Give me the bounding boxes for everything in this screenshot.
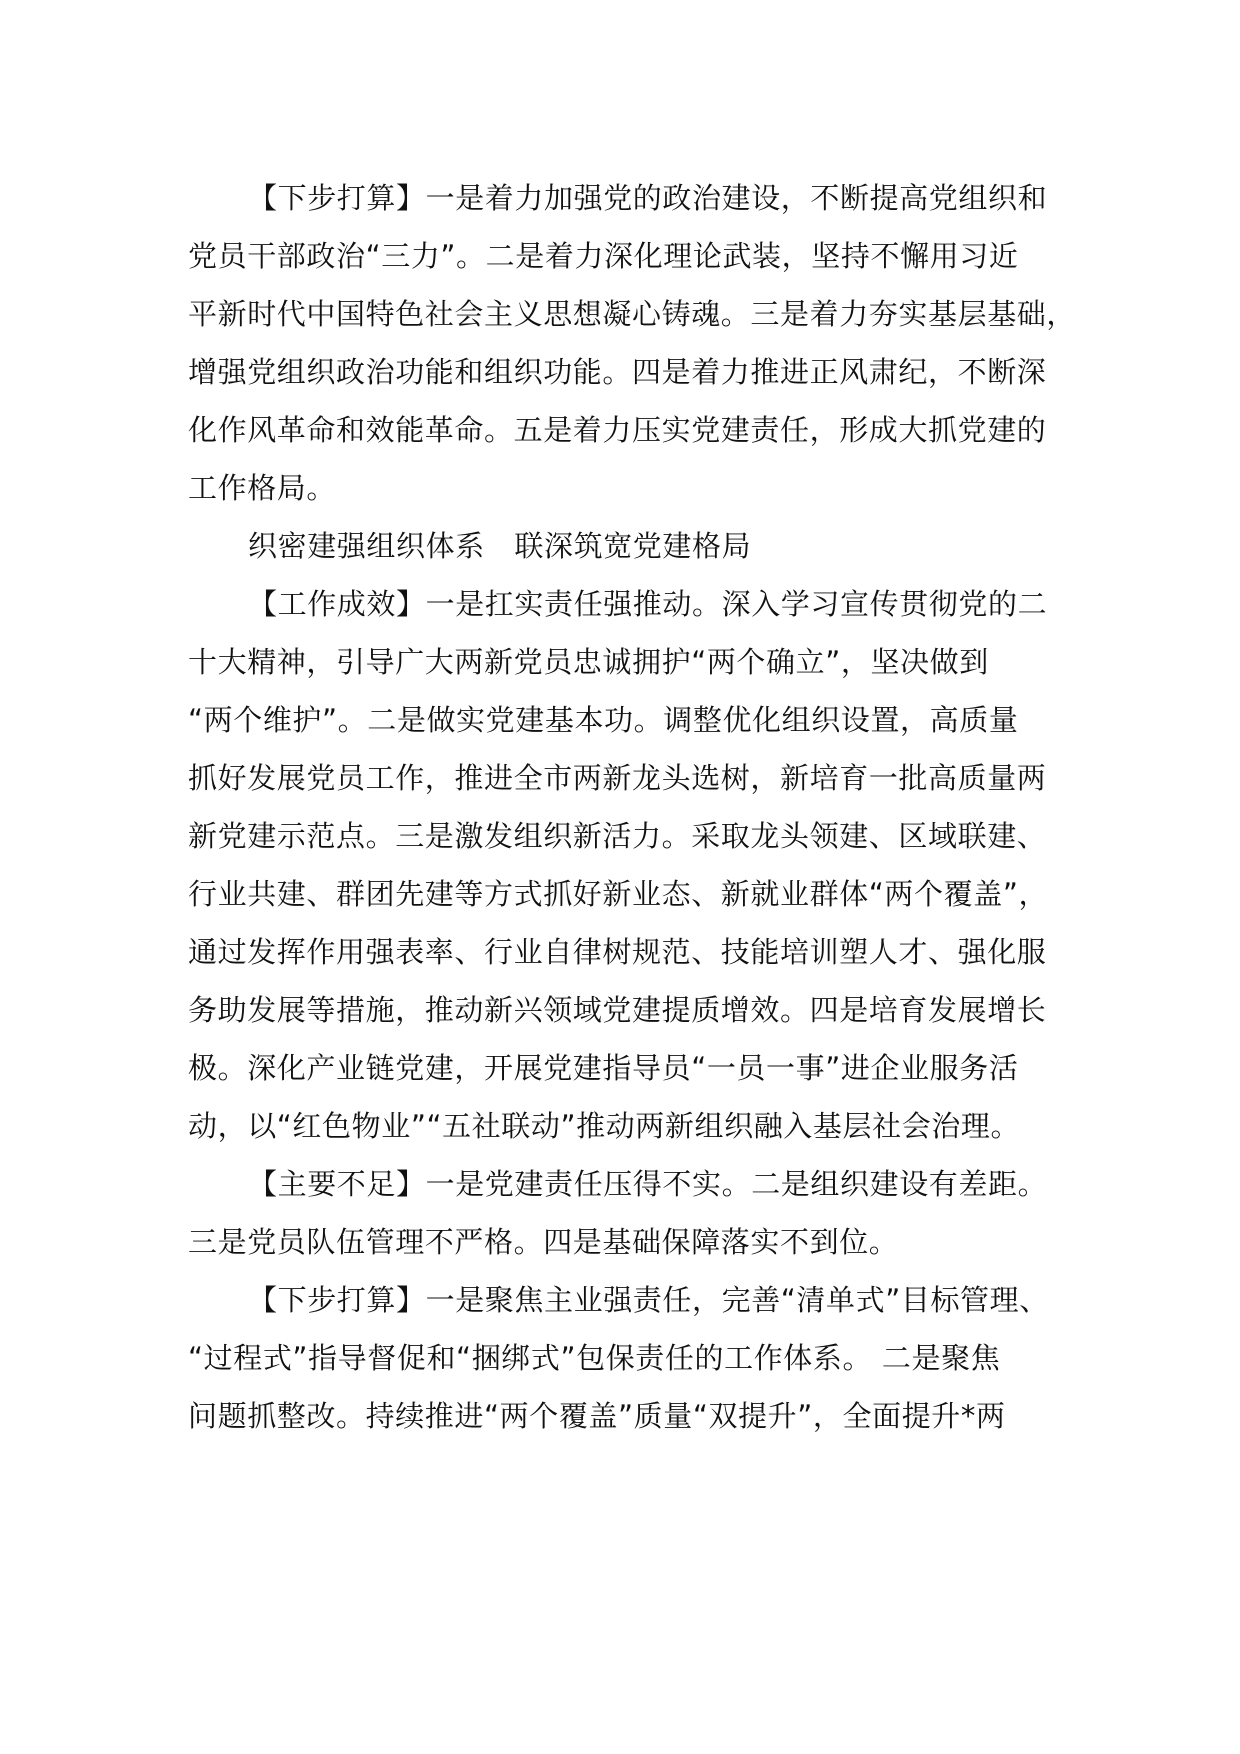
paragraph-line: 【下步打算】一是聚焦主业强责任，完善“清单式”目标管理、 — [248, 1283, 1049, 1317]
paragraph-line: 务助发展等措施，推动新兴领域党建提质增效。四是培育发展增长 — [188, 993, 1047, 1027]
section-heading: 织密建强组织体系 联深筑宽党建格局 — [248, 529, 752, 563]
paragraph-line: 平新时代中国特色社会主义思想凝心铸魂。三是着力夯实基层基础， — [188, 297, 1077, 331]
paragraph-line: 党员干部政治“三力”。二是着力深化理论武装，坚持不懈用习近 — [188, 239, 1019, 273]
paragraph-line: 问题抓整改。持续推进“两个覆盖”质量“双提升”，全面提升*两 — [188, 1399, 1006, 1433]
paragraph-line: 通过发挥作用强表率、行业自律树规范、技能培训塑人才、强化服 — [188, 935, 1047, 969]
paragraph-line: 化作风革命和效能革命。五是着力压实党建责任，形成大抓党建的 — [188, 413, 1047, 447]
paragraph-line: 新党建示范点。三是激发组织新活力。采取龙头领建、区域联建、 — [188, 819, 1047, 853]
paragraph-line: 动，以“红色物业”“五社联动”推动两新组织融入基层社会治理。 — [188, 1109, 1021, 1143]
paragraph-line: 工作格局。 — [188, 471, 337, 505]
paragraph-line: 十大精神，引导广大两新党员忠诚拥护“两个确立”，坚决做到 — [188, 645, 989, 679]
paragraph-line: “过程式”指导督促和“捆绑式”包保责任的工作体系。 二是聚焦 — [188, 1341, 1001, 1375]
paragraph-line: 三是党员队伍管理不严格。四是基础保障落实不到位。 — [188, 1225, 899, 1259]
paragraph-line: 【下步打算】一是着力加强党的政治建设，不断提高党组织和 — [248, 181, 1048, 215]
paragraph-line: 极。深化产业链党建，开展党建指导员“一员一事”进企业服务活 — [188, 1051, 1019, 1085]
paragraph-line: 行业共建、群团先建等方式抓好新业态、新就业群体“两个覆盖”， — [188, 877, 1049, 911]
paragraph-line: 抓好发展党员工作，推进全市两新龙头选树，新培育一批高质量两 — [188, 761, 1047, 795]
paragraph-line: 增强党组织政治功能和组织功能。四是着力推进正风肃纪，不断深 — [188, 355, 1047, 389]
paragraph-line: “两个维护”。二是做实党建基本功。调整优化组织设置，高质量 — [188, 703, 1019, 737]
paragraph-line: 【主要不足】一是党建责任压得不实。二是组织建设有差距。 — [248, 1167, 1048, 1201]
paragraph-line: 【工作成效】一是扛实责任强推动。深入学习宣传贯彻党的二 — [248, 587, 1048, 621]
